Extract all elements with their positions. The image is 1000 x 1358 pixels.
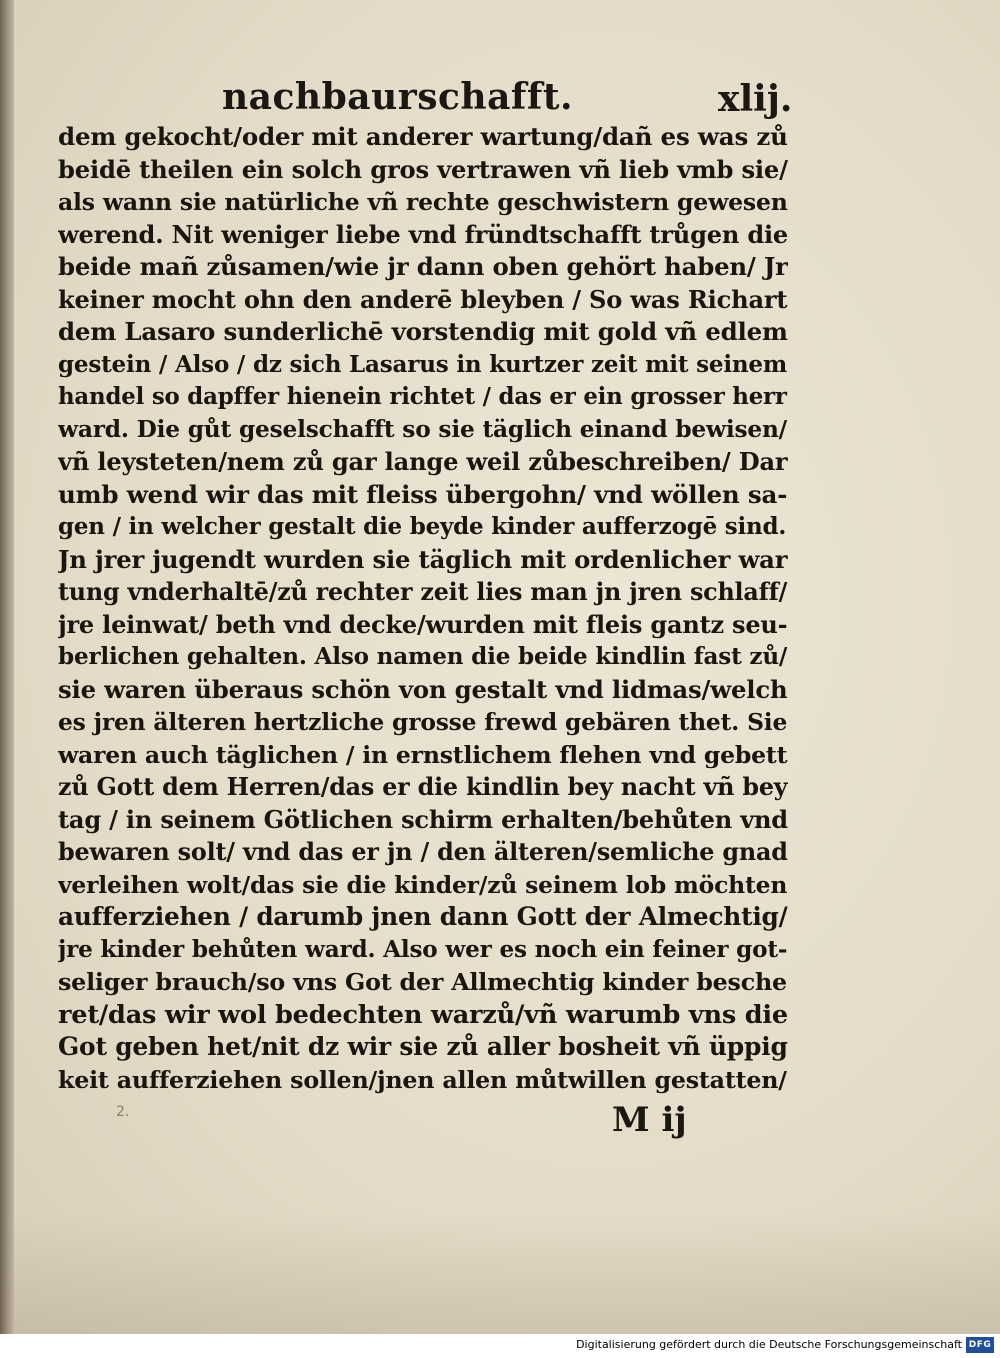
text-line: tag / in seinem Götlichen schirm erhalten/behůten vnd (58, 804, 788, 834)
text-line: zů Gott dem Herren/das er die kindlin bey nacht vñ bey (58, 773, 788, 801)
text-line: werend. Nit weniger liebe vnd fründtschafft trůgen die (58, 219, 788, 249)
folio-number: xlij. (718, 78, 793, 120)
footer-credit: Digitalisierung gefördert durch die Deutsche Forschungsgemeinschaft (576, 1338, 962, 1351)
text-line: keiner mocht ohn den anderē bleyben / So was Richart (58, 284, 788, 314)
text-line: gestein / Also / dz sich Lasarus in kurtzer zeit mit seinem (58, 350, 788, 378)
text-line: beidē theilen ein solch gros vertrawen vñ lieb vmb sie/ (58, 154, 788, 184)
page-header (0, 62, 1000, 122)
text-line: berlichen gehalten. Also namen die beide kindlin fast zů/ (58, 643, 788, 670)
text-line: ward. Die gůt geselschafft so sie täglich einand bewisen/ (58, 415, 787, 443)
text-line: dem Lasaro sunderlichē vorstendig mit gold vñ edlem (58, 317, 788, 346)
text-line: jre kinder behůten ward. Also wer es noch ein feiner got- (58, 935, 788, 963)
pencil-mark: 2. (116, 1104, 130, 1120)
paper-shadow (14, 1214, 1000, 1334)
text-line: keit aufferziehen sollen/jnen allen můtwillen gestatten/ (58, 1065, 787, 1094)
text-line: beide mañ zůsamen/wie jr dann oben gehört haben/ Jr (58, 252, 788, 281)
text-line: Jn jrer jugendt wurden sie täglich mit ordenlicher war (58, 544, 788, 574)
running-head: nachbaurschafft. (222, 76, 574, 118)
text-line: aufferziehen / darumb jnen dann Gott der Almechtig/ (58, 902, 788, 931)
text-line: es jren älteren hertzliche grosse frewd gebären thet. Sie (58, 708, 788, 736)
text-line: waren auch täglichen / in ernstlichem flehen vnd gebett (58, 740, 788, 769)
text-line: verleihen wolt/das sie die kinder/zů seinem lob möchten (58, 870, 788, 899)
text-line: seliger brauch/so vns Got der Allmechtig kinder besche (58, 968, 787, 996)
body-text (58, 121, 788, 1096)
text-line: Got geben het/nit dz wir sie zů aller bosheit vñ üppig (58, 1032, 788, 1061)
text-line: gen / in welcher gestalt die beyde kinder aufferzogē sind. (58, 513, 787, 540)
footer-bar (0, 1334, 1000, 1358)
text-line: vñ leysteten/nem zů gar lange weil zůbeschreiben/ Dar (58, 447, 788, 476)
text-line: umb wend wir das mit fleiss übergohn/ vnd wöllen sa- (58, 479, 788, 509)
text-line: ret/das wir wol bedechten warzů/vñ warumb vns die (58, 999, 788, 1030)
text-line: dem gekocht/oder mit anderer wartung/dañ es was zů (58, 122, 788, 151)
text-line: handel so dapffer hienein richtet / das er ein grosser herr (58, 384, 787, 410)
signature-mark: M ij (612, 1100, 687, 1140)
text-line: als wann sie natürliche vñ rechte geschwistern gewesen (58, 188, 788, 216)
text-line: tung vnderhaltē/zů rechter zeit lies man jn jren schlaff/ (58, 578, 788, 606)
text-line: sie waren überaus schön von gestalt vnd lidmas/welch (58, 674, 788, 704)
text-line: jre leinwat/ beth vnd decke/wurden mit fleis gantz seu- (58, 609, 788, 639)
dfg-logo: DFG (966, 1337, 994, 1353)
text-line: bewaren solt/ vnd das er jn / den älteren/semliche gnad (58, 838, 788, 866)
